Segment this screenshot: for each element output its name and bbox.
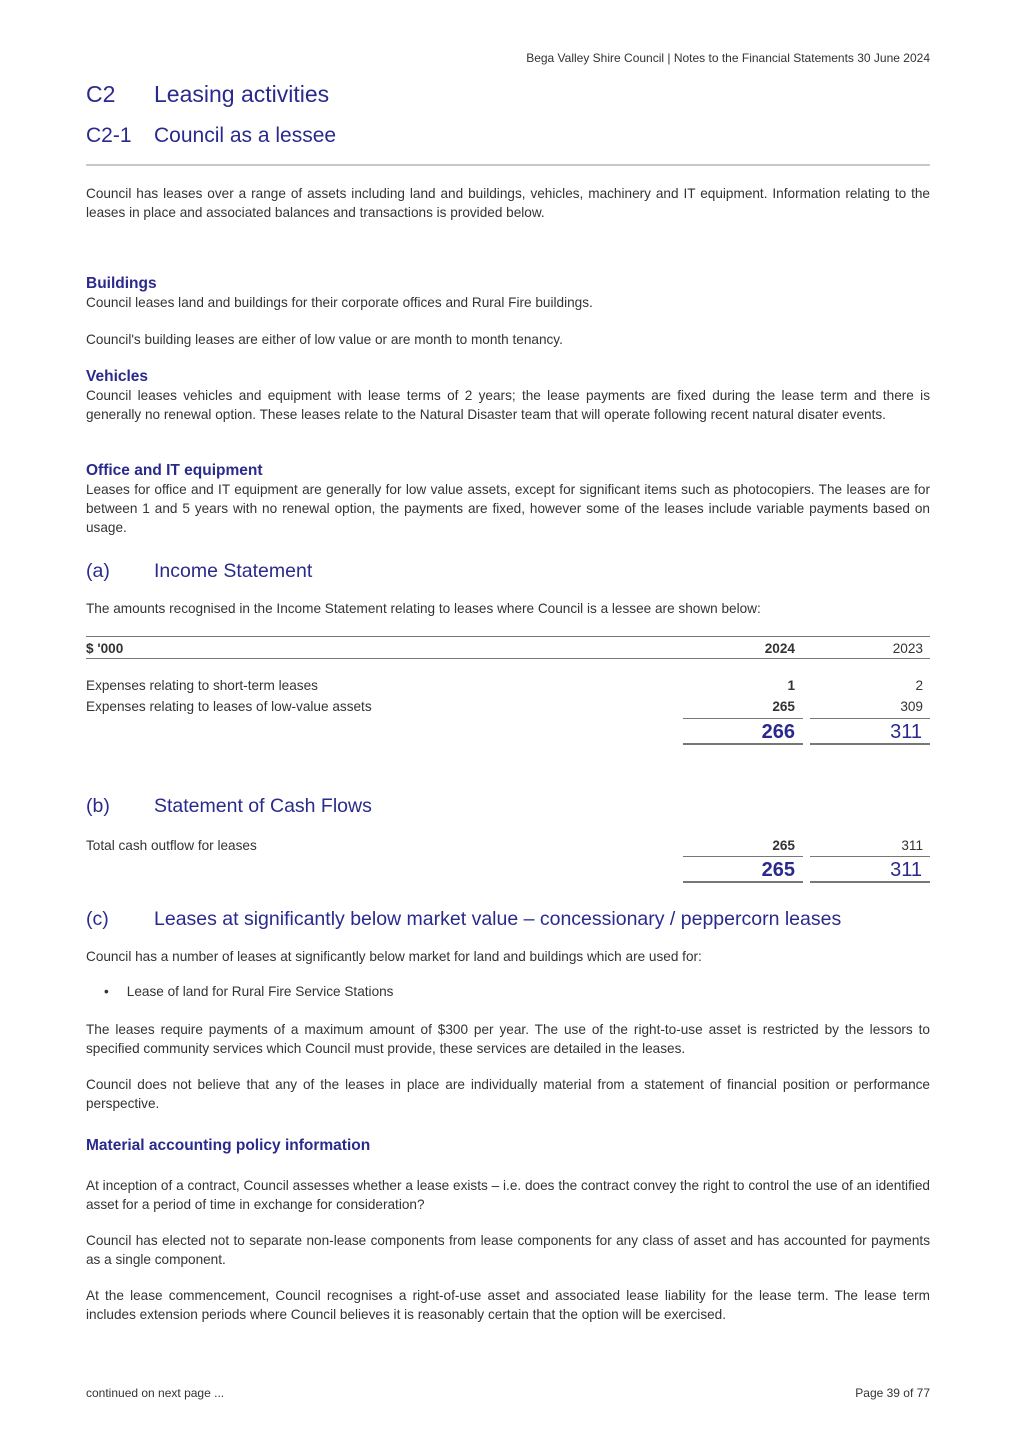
concessionary-title: Leases at significantly below market value – concessionary / peppercorn leases xyxy=(154,908,842,930)
buildings-heading: Buildings xyxy=(86,275,157,292)
policy-paragraph-1: At inception of a contract, Council assesses whether a lease exists – i.e. does the contract convey the right to control the use of an identified asset for a period of time in exchange for consideration? xyxy=(86,1178,930,1212)
row-value-2024: 265 xyxy=(772,838,795,853)
total-2024: 265 xyxy=(761,859,795,881)
bullet-item xyxy=(104,984,393,999)
footer-continued: continued on next page ... xyxy=(86,1386,225,1400)
income-statement-title: Income Statement xyxy=(154,560,313,582)
bullet-text: Lease of land for Rural Fire Service Stations xyxy=(126,984,394,999)
row-value-2024: 1 xyxy=(787,678,795,693)
income-statement-number: (a) xyxy=(86,560,110,582)
column-2024-header: 2024 xyxy=(764,641,795,656)
table-header-rule xyxy=(86,658,930,659)
column-2023-header: 2023 xyxy=(892,641,923,656)
vehicles-paragraph: Council leases vehicles and equipment with lease terms of 2 years; the lease payments are fixed during the lease term and there is generally no renewal option. These leases relate to the Natural Disaster team that will operate following recent natural disater events. xyxy=(86,388,930,422)
row-value-2023: 311 xyxy=(901,838,923,853)
policy-heading: Material accounting policy information xyxy=(86,1137,371,1154)
table-row xyxy=(86,678,930,698)
policy-paragraph-3: At the lease commencement, Council recognises a right-of-use asset and associated lease liability for the lease term. The lease term includes extension periods where Council believes it is reasonably certain that the option will be exercised. xyxy=(86,1288,930,1322)
subtotal-rule-2023 xyxy=(810,718,930,719)
income-statement-heading xyxy=(86,560,312,583)
section-heading xyxy=(86,81,329,108)
subtotal-rule-2024 xyxy=(683,718,803,719)
total-rule-2023 xyxy=(810,881,930,883)
office-paragraph: Leases for office and IT equipment are generally for low value assets, except for significant items such as photocopiers. The leases are for between 1 and 5 years with no renewal option, the payments are fixed, however some of the leases include variable payments based on usage. xyxy=(86,482,930,535)
buildings-paragraph-1: Council leases land and buildings for their corporate offices and Rural Fire buildings. xyxy=(86,295,593,310)
section-title: Leasing activities xyxy=(154,81,330,107)
total-rule-2023 xyxy=(810,743,930,745)
office-heading: Office and IT equipment xyxy=(86,462,263,479)
subtotal-rule-2023 xyxy=(810,856,930,857)
total-rule-2024 xyxy=(683,743,803,745)
total-2024: 266 xyxy=(761,721,795,743)
subsection-heading xyxy=(86,124,336,148)
row-value-2023: 2 xyxy=(915,678,923,693)
table-row xyxy=(86,699,930,719)
table-row xyxy=(86,838,930,858)
total-rule-2024 xyxy=(683,881,803,883)
vehicles-heading: Vehicles xyxy=(86,368,149,385)
concessionary-paragraph-1: Council has a number of leases at significantly below market for land and buildings which are used for: xyxy=(86,949,702,964)
heading-divider xyxy=(86,164,930,166)
cash-flows-number: (b) xyxy=(86,795,110,817)
row-value-2024: 265 xyxy=(772,699,795,714)
buildings-paragraph-2: Council's building leases are either of low value or are month to month tenancy. xyxy=(86,332,563,347)
income-statement-intro: The amounts recognised in the Income Statement relating to leases where Council is a lessee are shown below: xyxy=(86,601,761,616)
footer-page-number: Page 39 of 77 xyxy=(855,1386,930,1400)
row-label: Total cash outflow for leases xyxy=(86,838,257,853)
concessionary-number: (c) xyxy=(86,908,109,930)
policy-paragraph-2: Council has elected not to separate non-lease components from lease components for any class of asset and has accounted for payments as a single component. xyxy=(86,1233,930,1267)
row-label: Expenses relating to short-term leases xyxy=(86,678,318,693)
cash-flows-heading xyxy=(86,795,372,818)
subtotal-rule-2024 xyxy=(683,856,803,857)
section-number: C2 xyxy=(86,81,116,107)
column-unit-label: $ '000 xyxy=(86,641,124,656)
bullet-glyph: • xyxy=(104,984,109,999)
concessionary-heading xyxy=(86,908,841,931)
concessionary-paragraph-2: The leases require payments of a maximum amount of $300 per year. The use of the right-to-use asset is restricted by the lessors to specified community services which Council must provide, these services are detailed in the leases. xyxy=(86,1022,930,1056)
concessionary-paragraph-3: Council does not believe that any of the leases in place are individually material from a statement of financial position or performance perspective. xyxy=(86,1077,930,1111)
subsection-title: Council as a lessee xyxy=(154,124,337,147)
table-top-rule xyxy=(86,636,930,637)
row-label: Expenses relating to leases of low-value assets xyxy=(86,699,372,714)
total-2023: 311 xyxy=(890,721,922,743)
cash-flows-title: Statement of Cash Flows xyxy=(154,795,372,817)
intro-paragraph: Council has leases over a range of assets including land and buildings, vehicles, machinery and IT equipment. Information relating to the leases in place and associated balances and transactions is provided below. xyxy=(86,186,930,220)
row-value-2023: 309 xyxy=(900,699,923,714)
subsection-number: C2-1 xyxy=(86,124,132,147)
page-header: Bega Valley Shire Council | Notes to the Financial Statements 30 June 2024 xyxy=(526,51,930,65)
total-2023: 311 xyxy=(890,859,922,881)
